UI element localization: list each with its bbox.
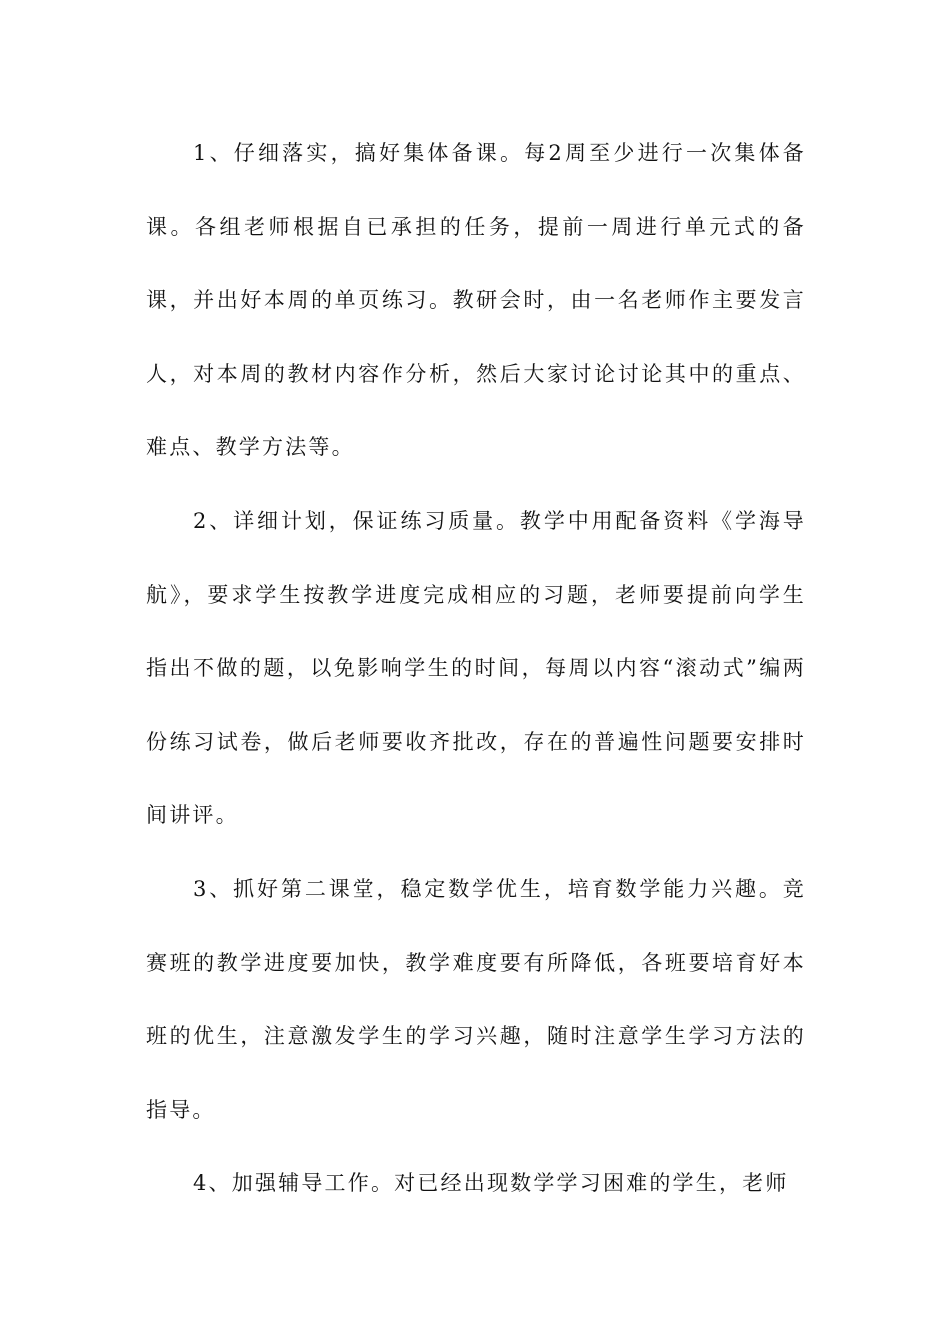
document-body bbox=[146, 117, 806, 1221]
paragraph-1: 1、仔细落实，搞好集体备课。每2周至少进行一次集体备课。各组老师根据自已承担的任务，提前一周进行单元式的备课，并出好本周的单页练习。教研会时，由一名老师作主要发言人，对本周的教材内容作分析，然后大家讨论讨论其中的重点、难点、教学方法等。 bbox=[146, 141, 806, 460]
paragraph-4: 4、加强辅导工作。对已经出现数学学习困难的学生，老师 bbox=[193, 1171, 789, 1196]
paragraph-3: 3、抓好第二课堂，稳定数学优生，培育数学能力兴趣。竞赛班的教学进度要加快，教学难度要有所降低，各班要培育好本班的优生，注意激发学生的学习兴趣，随时注意学生学习方法的指导。 bbox=[146, 876, 806, 1122]
paragraph-2: 2、详细计划，保证练习质量。教学中用配备资料《学海导航》，要求学生按教学进度完成相应的习题，老师要提前向学生指出不做的题，以免影响学生的时间，每周以内容“滚动式”编两份练习试卷，做后老师要收齐批改，存在的普遍性问题要安排时间讲评。 bbox=[146, 508, 806, 828]
